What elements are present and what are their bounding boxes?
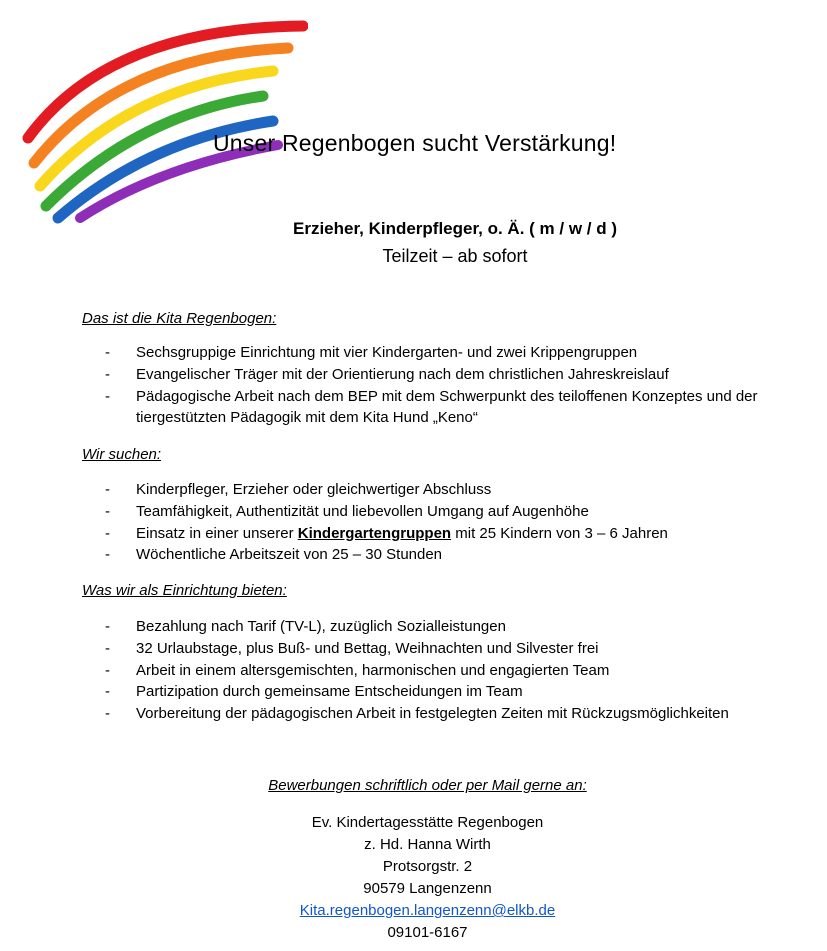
kita-list	[105, 342, 785, 429]
attention-line: z. Hd. Hanna Wirth	[364, 836, 491, 853]
city-line: 90579 Langenzenn	[363, 880, 492, 897]
job-subtitle: Teilzeit – ab sofort	[382, 246, 528, 266]
org-name: Ev. Kindertagesstätte Regenbogen	[311, 814, 544, 831]
list-item: - Wöchentliche Arbeitszeit von 25 – 30 Stunden	[105, 544, 785, 566]
email-link[interactable]: Kita.regenbogen.langenzenn@elkb.de	[299, 902, 556, 919]
list-item: - Bezahlung nach Tarif (TV-L), zuzüglich Sozialleistungen	[105, 616, 785, 638]
dash-bullet: -	[105, 639, 110, 657]
list-item: - Partizipation durch gemeinsame Entscheidungen im Team	[105, 681, 785, 703]
dash-bullet: -	[105, 661, 110, 679]
list-item: - Pädagogische Arbeit nach dem BEP mit dem Schwerpunkt des teiloffenen Konzeptes und der tiergestützten Pädagogik mit dem Kita Hund „Keno“	[105, 387, 758, 427]
dash-bullet: -	[105, 524, 110, 542]
apply-title: Bewerbungen schriftlich oder per Mail gerne an:	[268, 777, 587, 794]
job-title: Erzieher, Kinderpfleger, o. Ä. ( m / w / d )	[292, 219, 617, 238]
wanted-list	[105, 479, 785, 566]
dash-bullet: -	[105, 481, 110, 498]
dash-bullet: -	[105, 365, 110, 383]
list-item: - Evangelischer Träger mit der Orientierung nach dem christlichen Jahreskreislauf	[105, 364, 785, 386]
list-item: - Arbeit in einem altersgemischten, harmonischen und engagierten Team	[105, 660, 785, 682]
dash-bullet: -	[105, 546, 110, 564]
list-item: - Einsatz in einer unserer Kindergartengruppen mit 25 Kindern von 3 – 6 Jahren	[105, 523, 785, 545]
list-item: - Teamfähigkeit, Authentizität und liebevollen Umgang auf Augenhöhe	[105, 501, 785, 523]
dash-bullet: -	[105, 618, 110, 635]
list-item: - Sechsgruppige Einrichtung mit vier Kindergarten- und zwei Krippengruppen	[105, 342, 785, 364]
list-item: - Kinderpfleger, Erzieher oder gleichwertiger Abschluss	[105, 479, 785, 501]
headline: Unser Regenbogen sucht Verstärkung!	[213, 130, 617, 156]
dash-bullet: -	[105, 683, 110, 701]
section-title-kita: Das ist die Kita Regenbogen:	[82, 310, 277, 327]
list-item: - Vorbereitung der pädagogischen Arbeit in festgelegten Zeiten mit Rückzugsmöglichkeiten	[105, 703, 785, 725]
kindergartengruppen-highlight: Kindergartengruppen	[297, 524, 452, 542]
phone-number: 09101-6167	[387, 924, 468, 941]
list-item: - 32 Urlaubstage, plus Buß- und Bettag, Weihnachten und Silvester frei	[105, 638, 785, 660]
dash-bullet: -	[105, 705, 110, 723]
rainbow-logo	[18, 18, 308, 228]
dash-bullet: -	[105, 502, 110, 520]
dash-bullet: -	[105, 387, 110, 405]
offer-list	[105, 616, 785, 725]
street-line: Protsorgstr. 2	[382, 858, 473, 875]
section-title-offer: Was wir als Einrichtung bieten:	[82, 582, 287, 599]
section-title-wanted: Wir suchen:	[82, 446, 162, 463]
contact-address	[0, 812, 827, 944]
dash-bullet: -	[105, 344, 110, 361]
